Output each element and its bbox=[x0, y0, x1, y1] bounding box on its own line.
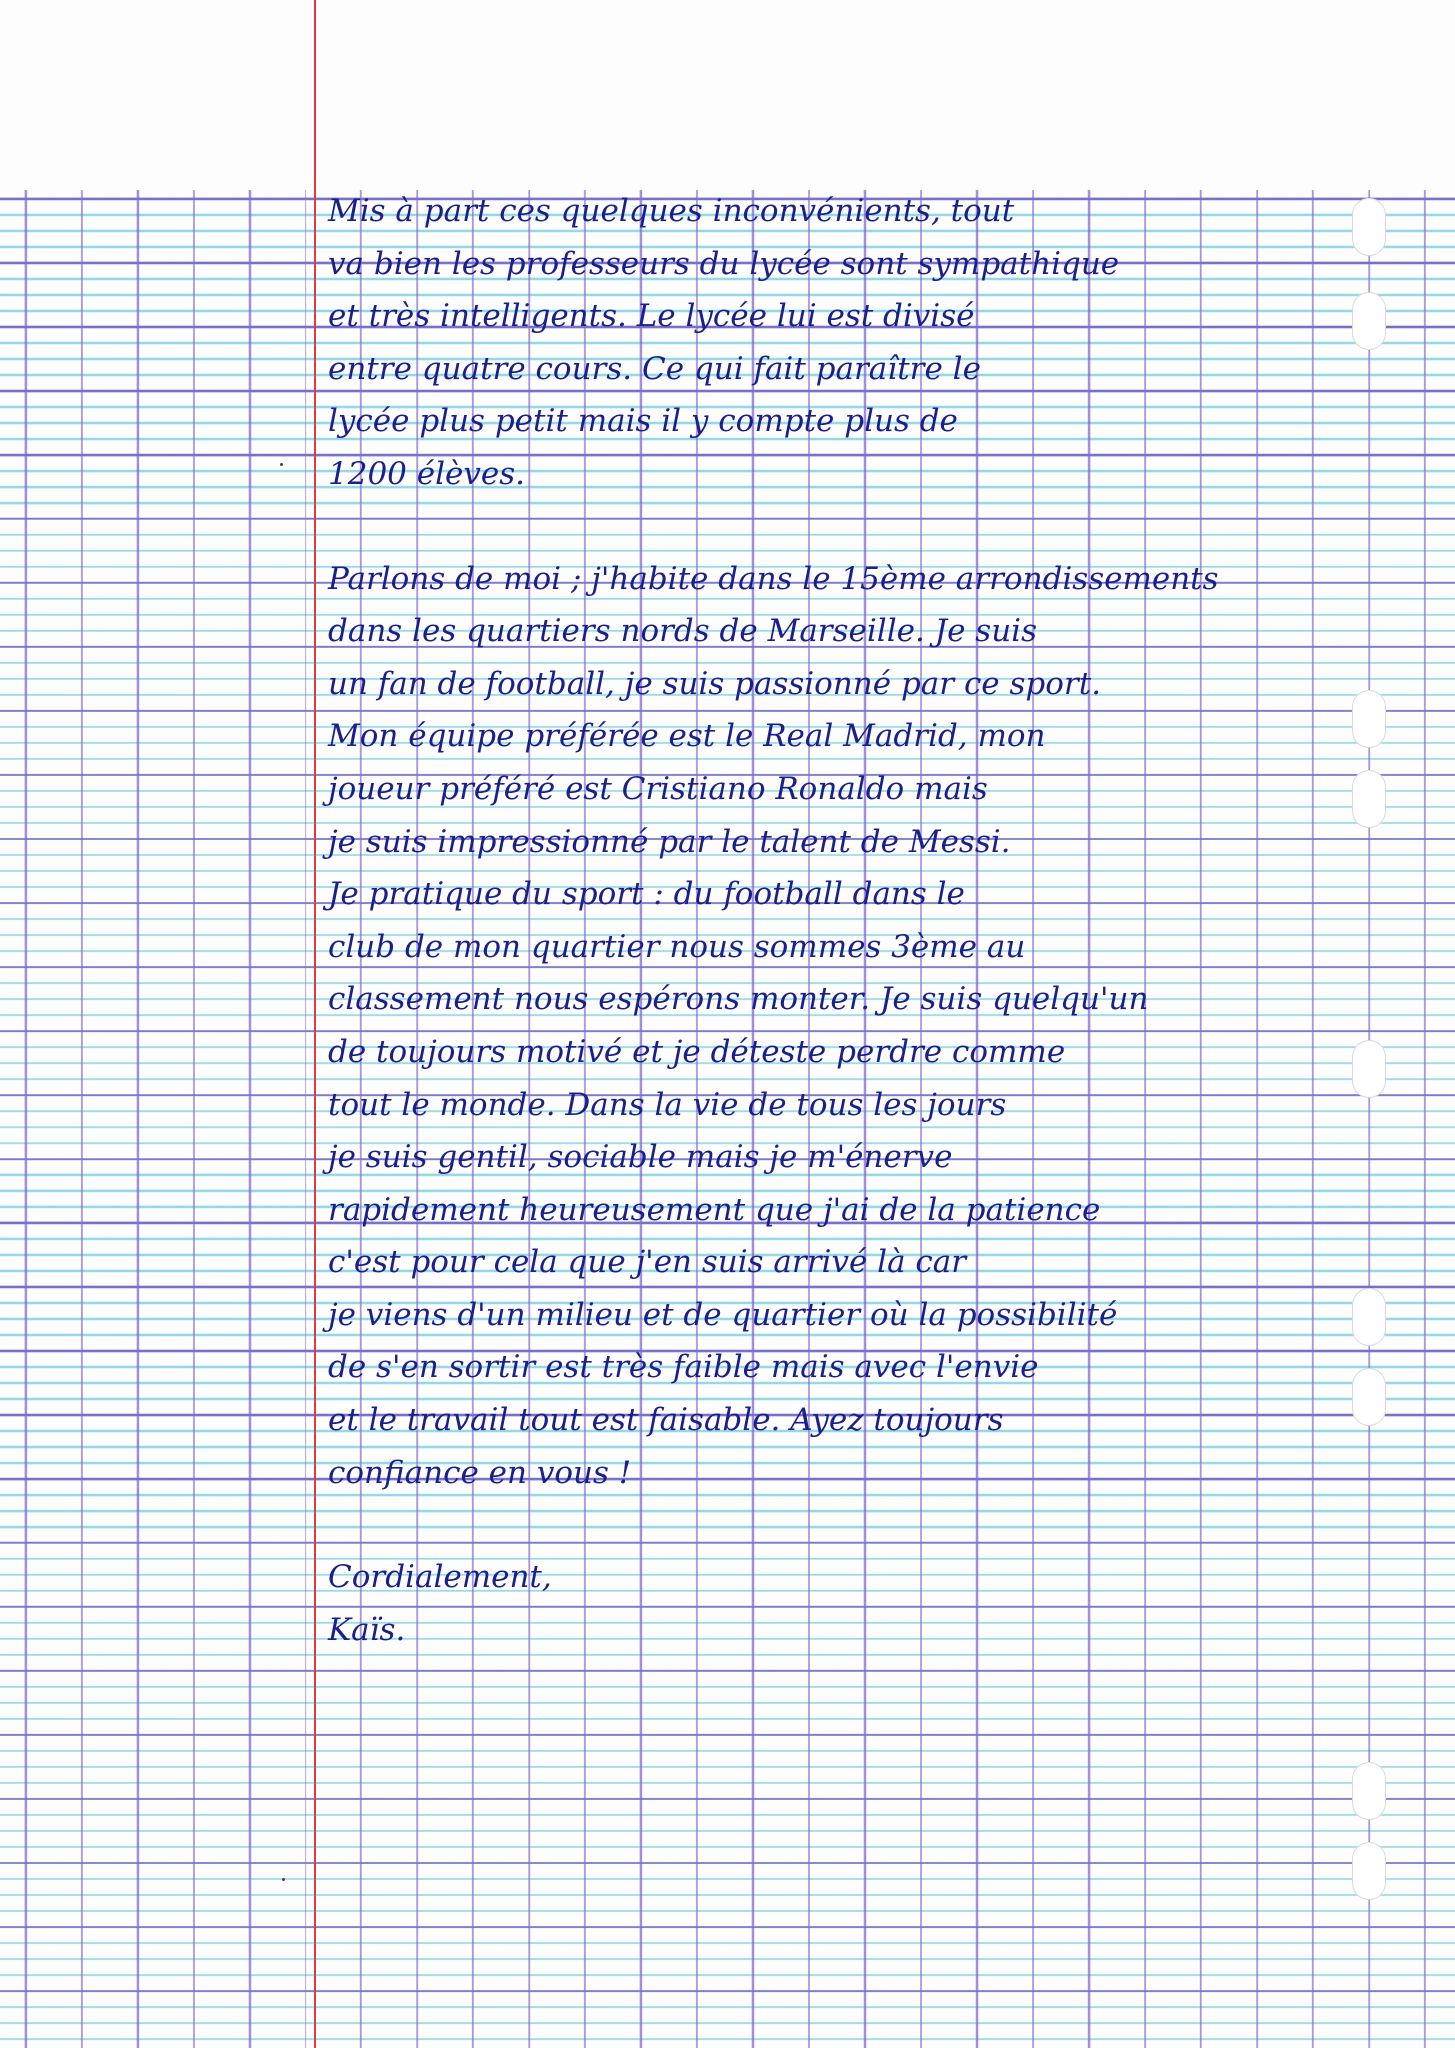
red-margin-line bbox=[314, 0, 316, 2048]
text-line: Mon équipe préférée est le Real Madrid, mon bbox=[328, 718, 1046, 755]
paragraph-about-me bbox=[328, 553, 1368, 1500]
paper-top-margin bbox=[0, 0, 1455, 190]
text-line: de toujours motivé et je déteste perdre comme bbox=[328, 1033, 1066, 1070]
text-line: de s'en sortir est très faible mais avec l'envie bbox=[328, 1349, 1039, 1386]
text-line: un fan de football, je suis passionné par ce sport. bbox=[328, 665, 1102, 702]
text-line: club de mon quartier nous sommes 3ème au bbox=[328, 928, 1026, 965]
sign-off bbox=[328, 1551, 1368, 1656]
binder-hole bbox=[1352, 1842, 1386, 1900]
handwritten-letter bbox=[328, 185, 1368, 1656]
text-line: va bien les professeurs du lycée sont sympathique bbox=[328, 245, 1120, 282]
text-line: rapidement heureusement que j'ai de la patience bbox=[328, 1191, 1101, 1228]
text-line: lycée plus petit mais il y compte plus de bbox=[328, 403, 958, 440]
text-line: tout le monde. Dans la vie de tous les jours bbox=[328, 1086, 1007, 1123]
signature: Kaïs. bbox=[328, 1611, 406, 1648]
text-line: classement nous espérons monter. Je suis quelqu'un bbox=[328, 981, 1149, 1018]
text-line: 1200 élèves. bbox=[328, 455, 525, 492]
paper-speck bbox=[282, 1878, 285, 1881]
paragraph-school bbox=[328, 185, 1368, 501]
text-line: et très intelligents. Le lycée lui est divisé bbox=[328, 298, 975, 335]
text-line: Je pratique du sport : du football dans le bbox=[328, 876, 965, 913]
text-line: confiance en vous ! bbox=[328, 1454, 632, 1491]
text-line: dans les quartiers nords de Marseille. Je suis bbox=[328, 613, 1038, 650]
text-line: joueur préféré est Cristiano Ronaldo mais bbox=[328, 770, 988, 807]
text-line: et le travail tout est faisable. Ayez toujours bbox=[328, 1402, 1004, 1439]
text-line: c'est pour cela que j'en suis arrivé là car bbox=[328, 1244, 967, 1281]
text-line: entre quatre cours. Ce qui fait paraître le bbox=[328, 350, 981, 387]
text-line: je suis gentil, sociable mais je m'énerve bbox=[328, 1139, 953, 1176]
text-line: je suis impressionné par le talent de Messi. bbox=[328, 823, 1011, 860]
binder-hole bbox=[1352, 1762, 1386, 1820]
text-line: Parlons de moi ; j'habite dans le 15ème arrondissements bbox=[328, 560, 1219, 597]
text-line: Mis à part ces quelques inconvénients, tout bbox=[328, 193, 1015, 229]
closing-text: Cordialement, bbox=[328, 1559, 552, 1596]
text-line: je viens d'un milieu et de quartier où la possibilité bbox=[328, 1296, 1118, 1333]
paper-speck bbox=[280, 463, 283, 466]
